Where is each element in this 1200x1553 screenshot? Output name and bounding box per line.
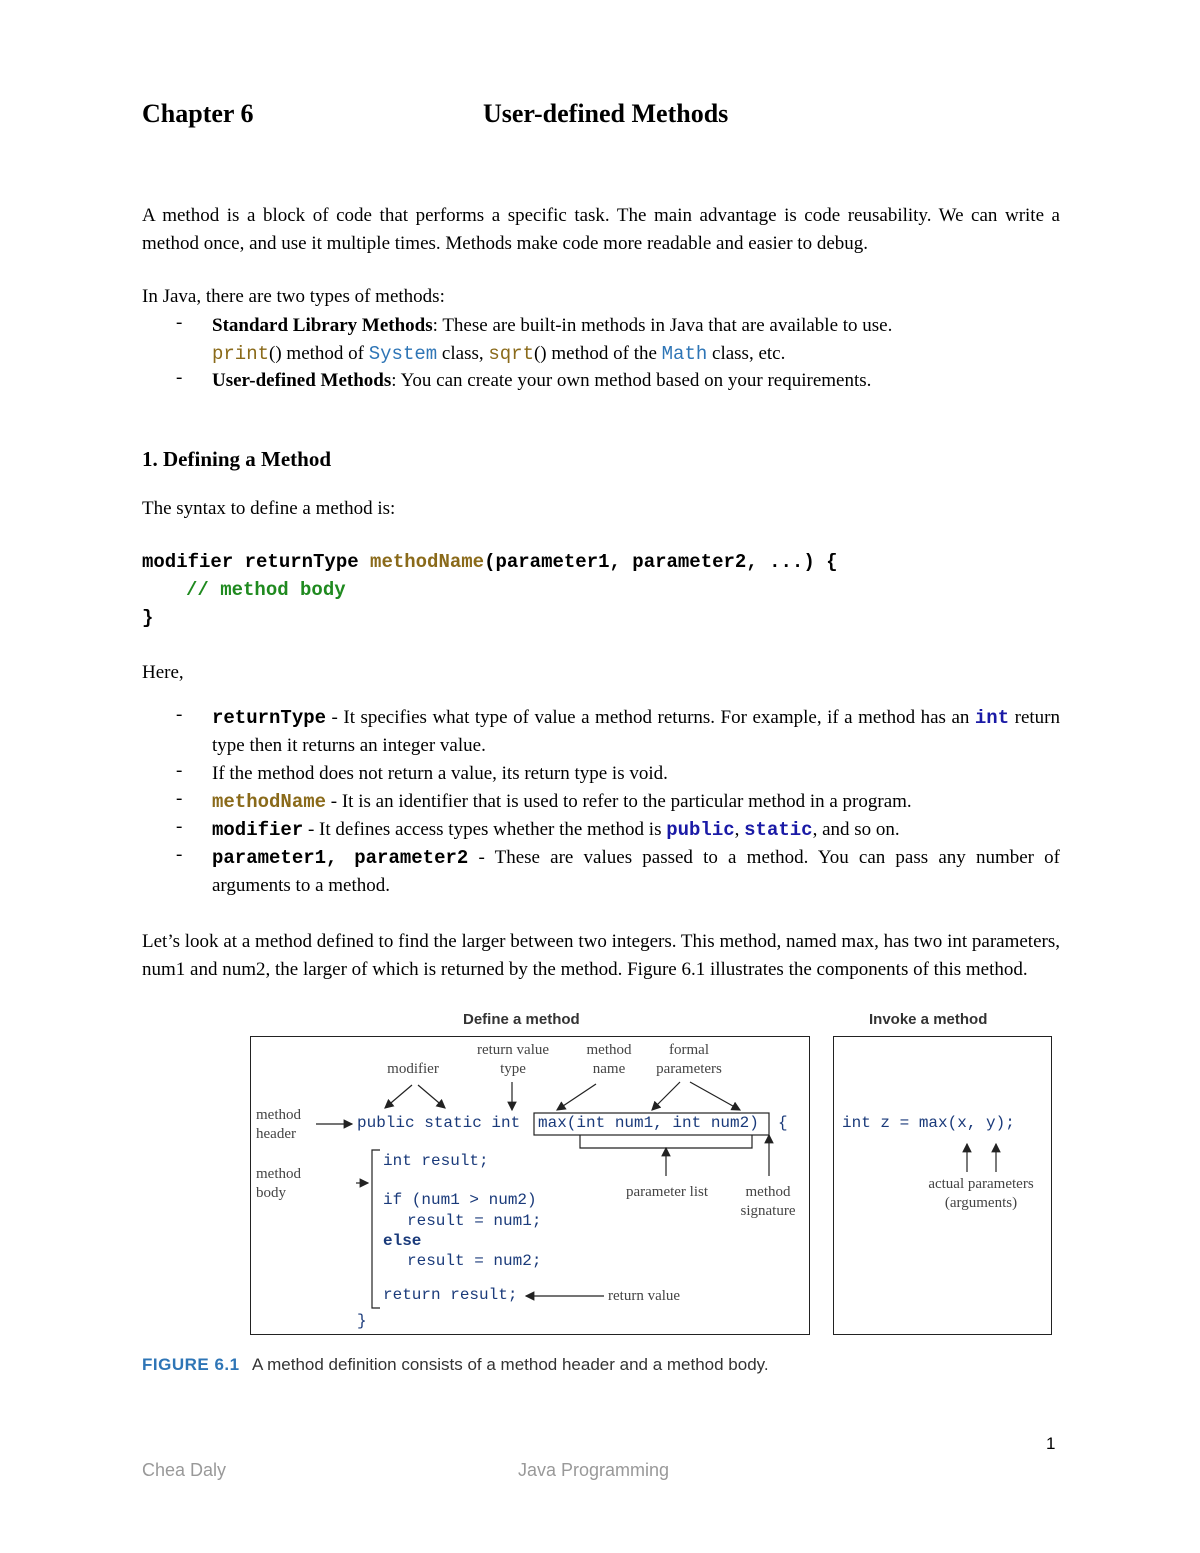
item-text: return type then it returns an integer value. xyxy=(212,707,1060,756)
bullet-text: : You can create your own method based on your requirements. xyxy=(391,370,872,391)
item-term: parameter1, parameter2 xyxy=(212,847,469,869)
label-method-signature: method signature xyxy=(740,1184,796,1219)
figure-caption-label: FIGURE 6.1 xyxy=(142,1355,240,1374)
fig-code-line: result = num1; xyxy=(407,1212,542,1230)
label-method-name: method name xyxy=(586,1042,632,1077)
label-return-value-type: return value type xyxy=(476,1042,550,1077)
label-formal-parameters: formal parameters xyxy=(656,1042,722,1077)
footer-author: Chea Daly xyxy=(142,1460,227,1480)
bullet-dash: - xyxy=(176,816,183,837)
bullet-dash: - xyxy=(176,367,183,388)
arrow-modifier-public xyxy=(385,1085,412,1108)
label-modifier: modifier xyxy=(387,1061,439,1077)
system-class: System xyxy=(368,343,438,365)
label-method-header: method header xyxy=(256,1107,301,1142)
section-heading: 1. Defining a Method xyxy=(142,447,331,471)
parameter-list-bracket xyxy=(580,1135,752,1148)
fig-header-signature: max(int num1, int num2) xyxy=(538,1114,759,1132)
arrow-modifier-static xyxy=(418,1085,445,1108)
here-label: Here, xyxy=(142,662,184,683)
footer-course: Java Programming xyxy=(518,1460,670,1480)
item-text: - It specifies what type of value a method returns. For example, if a method has an xyxy=(326,707,975,728)
static-keyword: static xyxy=(744,819,813,841)
bullet-term: Standard Library Methods xyxy=(212,315,433,336)
example-paragraph: Let’s look at a method defined to find the larger between two integers. This method, named max, has two int parameters, num1 and num2, the larger of which is returned by the method. Figure 6.1 illustrates the components of this method. xyxy=(142,931,1060,980)
bullet-text: : These are built-in methods in Java that are available to use. xyxy=(432,315,893,336)
fig-header-brace: { xyxy=(778,1114,788,1132)
fig-code-line: else xyxy=(383,1232,422,1250)
page-number: 1 xyxy=(1046,1434,1056,1453)
bullet-dash: - xyxy=(176,704,183,725)
fig-code-line: return result; xyxy=(383,1286,518,1304)
bullet-term: User-defined Methods xyxy=(212,370,392,391)
int-keyword: int xyxy=(974,707,1010,729)
item-text: - It is an identifier that is used to refer to the particular method in a program. xyxy=(326,791,912,812)
label-parameter-list: parameter list xyxy=(625,1184,709,1200)
arrow-param-2 xyxy=(690,1082,740,1110)
figure-right-title: Invoke a method xyxy=(869,1011,988,1028)
math-class: Math xyxy=(661,343,708,365)
types-intro: In Java, there are two types of methods: xyxy=(142,286,445,307)
item-text: - These are values passed to a method. You can pass any number of arguments to a method. xyxy=(212,847,1060,896)
fig-code-close: } xyxy=(357,1312,367,1330)
figure-left-title: Define a method xyxy=(463,1011,580,1028)
sqrt-fn: sqrt xyxy=(488,343,534,365)
arrow-param-1 xyxy=(652,1082,680,1110)
item-term: methodName xyxy=(212,791,327,813)
item-term: returnType xyxy=(212,707,327,729)
syntax-intro: The syntax to define a method is: xyxy=(142,498,396,519)
bullet-dash: - xyxy=(176,844,183,865)
bullet-text: () method of the xyxy=(533,343,662,364)
bullet-text: class, etc. xyxy=(707,343,786,364)
page-title: User-defined Methods xyxy=(483,99,729,128)
bullet-dash: - xyxy=(176,760,183,781)
print-fn: print xyxy=(212,343,270,365)
item-text: , and so on. xyxy=(812,819,900,840)
bullet-text: () method of xyxy=(269,343,369,364)
code-text: modifier returnType xyxy=(142,551,371,573)
item-term: modifier xyxy=(212,819,304,841)
syntax-close-brace: } xyxy=(142,607,154,629)
bullet-dash: - xyxy=(176,788,183,809)
code-method-name: methodName xyxy=(370,551,485,573)
item-text: , xyxy=(734,819,745,840)
intro-paragraph: A method is a block of code that performs a specific task. The main advantage is code reusability. We can write a method once, and use it multiple times. Methods make code more readable and easier to debug. xyxy=(142,205,1060,254)
arrow-method-name xyxy=(557,1084,596,1110)
label-method-body: method body xyxy=(256,1166,301,1201)
syntax-comment: // method body xyxy=(186,579,346,601)
figure-caption: A method definition consists of a method header and a method body. xyxy=(252,1355,769,1374)
fig-header-keywords: public static int xyxy=(357,1114,521,1132)
item-void: If the method does not return a value, its return type is void. xyxy=(212,763,668,784)
fig-code-line: if (num1 > num2) xyxy=(383,1191,537,1209)
chapter-label: Chapter 6 xyxy=(142,99,254,128)
body-bracket xyxy=(372,1150,380,1308)
bullet-dash: - xyxy=(176,312,183,333)
fig-code-line: result = num2; xyxy=(407,1252,542,1270)
code-text: (parameter1, parameter2, ...) { xyxy=(484,551,838,573)
item-text: - It defines access types whether the method is xyxy=(303,819,667,840)
fig-code-line: int result; xyxy=(383,1152,489,1170)
label-return-value: return value xyxy=(608,1288,681,1304)
fig-invoke-code: int z = max(x, y); xyxy=(842,1114,1015,1132)
public-keyword: public xyxy=(666,819,735,841)
bullet-text: class, xyxy=(437,343,489,364)
label-actual-parameters: actual parameters (arguments) xyxy=(928,1176,1034,1211)
